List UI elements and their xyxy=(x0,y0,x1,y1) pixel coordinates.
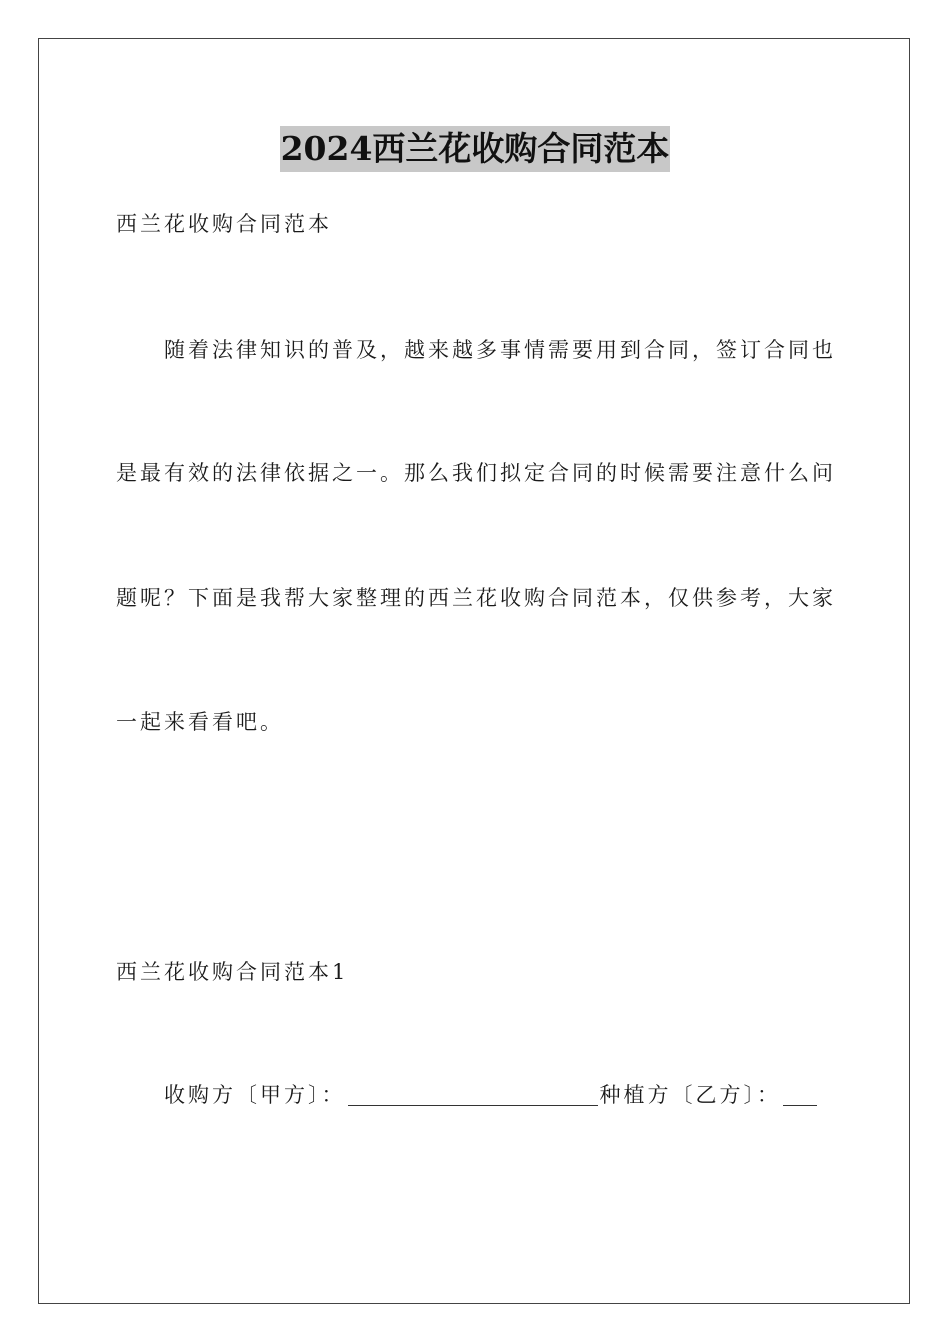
party-a-label: 收购方〔甲方〕： xyxy=(164,1083,346,1107)
intro-line-1: 随着法律知识的普及，越来越多事情需要用到合同，签订合同也 xyxy=(164,338,836,362)
title-container xyxy=(0,126,950,172)
party-a-blank-field[interactable] xyxy=(348,1081,598,1106)
intro-line-2: 是最有效的法律依据之一。那么我们拟定合同的时候需要注意什么问 xyxy=(116,461,836,485)
intro-line-4: 一起来看看吧。 xyxy=(116,710,284,734)
document-subtitle: 西兰花收购合同范本 xyxy=(116,212,332,236)
party-row xyxy=(164,1080,839,1112)
document-title: 2024西兰花收购合同范本 xyxy=(280,126,671,172)
party-b-label: 种植方〔乙方〕： xyxy=(599,1083,781,1107)
party-b-blank-field[interactable] xyxy=(783,1081,817,1106)
section-heading: 西兰花收购合同范本1 xyxy=(116,960,349,984)
intro-line-3: 题呢？下面是我帮大家整理的西兰花收购合同范本，仅供参考，大家 xyxy=(116,586,836,610)
